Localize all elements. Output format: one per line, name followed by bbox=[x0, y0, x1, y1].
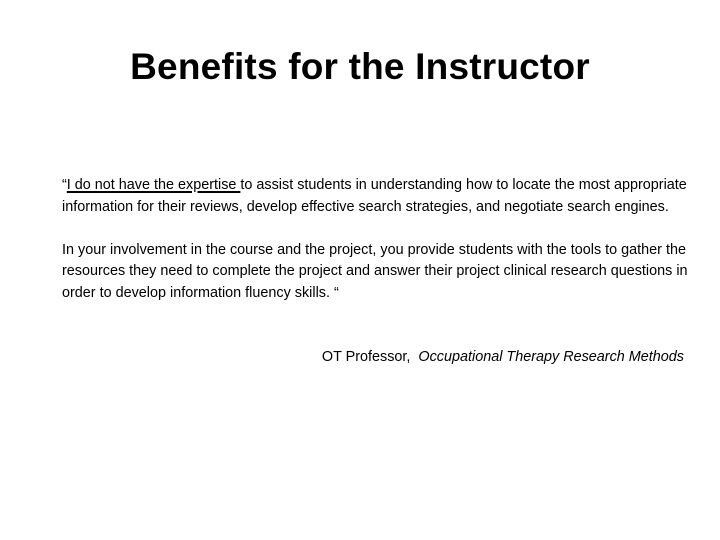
quote-paragraph-1-text: to assist students in understanding how to locate the most appropriate information for their reviews, develop effective search strategies, and negotiate search engines. bbox=[62, 177, 687, 215]
quote-paragraph-2: In your involvement in the course and the project, you provide students with the tools to gather the resources they need to complete the project and answer their project clinical research questions in order to develop information fluency skills. “ bbox=[62, 241, 688, 301]
quote-block bbox=[62, 175, 702, 304]
quote-paragraph-1 bbox=[62, 175, 702, 218]
quote-attribution bbox=[0, 347, 684, 369]
slide-title: Benefits for the Instructor bbox=[130, 46, 590, 87]
quote-open-mark: “ bbox=[62, 177, 67, 193]
quote-underlined-phrase: I do not have the expertise bbox=[66, 177, 241, 193]
attribution-author: OT Professor, bbox=[321, 349, 411, 365]
attribution-work-title: Occupational Therapy Research Methods bbox=[418, 349, 684, 365]
